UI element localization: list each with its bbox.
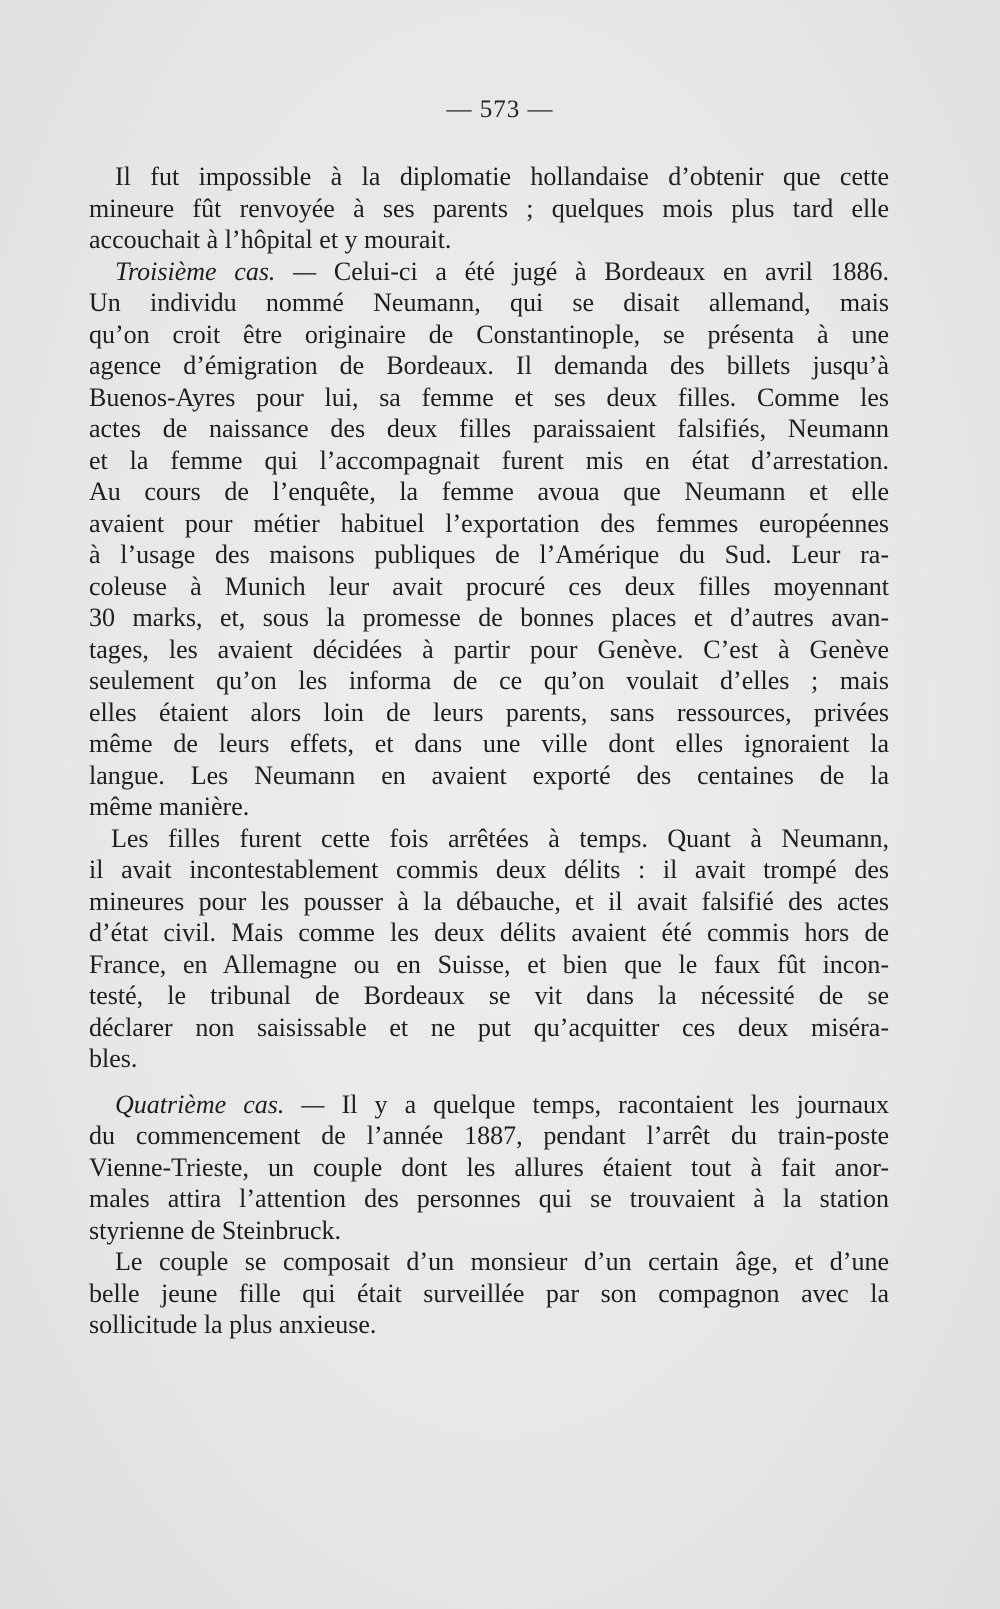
text-line: mineure fût renvoyée à ses parents ; quelques mois plus tard elle xyxy=(89,193,889,223)
section-line-case-4 xyxy=(89,1089,889,1121)
case-heading-4: Quatrième cas. — xyxy=(115,1089,325,1119)
text-line: langue. Les Neumann en avaient exporté des centaines de la xyxy=(89,760,889,790)
text-line: males attira l’attention des personnes qui se trouvaient à la station xyxy=(89,1184,889,1213)
text-line: qu’on croit être originaire de Constantinople, se présenta à une xyxy=(89,319,889,349)
text-line: accouchait à l’hôpital et y mourait. xyxy=(89,225,452,254)
text-line: tages, les avaient décidées à partir pour Genève. C’est à Genève xyxy=(89,634,889,664)
text-line: bles. xyxy=(89,1044,138,1073)
text-line: Un individu nommé Neumann, qui se disait allemand, mais xyxy=(89,288,889,317)
text-line: Vienne-Trieste, un couple dont les allures étaient tout à fait anor- xyxy=(89,1152,889,1182)
text-line: styrienne de Steinbruck. xyxy=(89,1215,341,1245)
paragraph-gap xyxy=(89,1075,889,1089)
text-line: il avait incontestablement commis deux délits : il avait trompé des xyxy=(89,855,889,884)
text-line: elles étaient alors loin de leurs parents, sans ressources, privées xyxy=(89,697,889,727)
text-line: 30 marks, et, sous la promesse de bonnes places et d’autres avan- xyxy=(89,603,889,632)
text-line: Au cours de l’enquête, la femme avoua que Neumann et elle xyxy=(89,477,889,506)
text-line: actes de naissance des deux filles paraissaient falsifiés, Neumann xyxy=(89,414,889,443)
text-line: coleuse à Munich leur avait procuré ces deux filles moyennant xyxy=(89,571,889,601)
text-line: d’état civil. Mais comme les deux délits avaient été commis hors de xyxy=(89,918,889,947)
text-line: Les filles furent cette fois arrêtées à temps. Quant à Neumann, xyxy=(111,823,889,853)
text-line: belle jeune fille qui était surveillée par son compagnon avec la xyxy=(89,1278,889,1308)
text-line: seulement qu’on les informa de ce qu’on voulait d’elles ; mais xyxy=(89,666,889,695)
text-line: avaient pour métier habituel l’exportation des femmes européennes xyxy=(89,508,889,538)
body-text xyxy=(89,161,889,1341)
page-number: — 573 — xyxy=(446,96,554,123)
text-line: France, en Allemagne ou en Suisse, et bien que le faux fût incon- xyxy=(89,949,889,979)
text-line: agence d’émigration de Bordeaux. Il demanda des billets jusqu’à xyxy=(89,351,889,380)
text-line: Buenos-Ayres pour lui, sa femme et ses deux filles. Comme les xyxy=(89,382,889,412)
text-line: même manière. xyxy=(89,792,250,821)
text-line: à l’usage des maisons publiques de l’Amérique du Sud. Leur ra- xyxy=(89,540,889,569)
text-line: sollicitude la plus anxieuse. xyxy=(89,1310,377,1339)
text-fragment: Celui-ci a été jugé à Bordeaux en avril 1886. xyxy=(333,256,889,286)
text-line: Le couple se composait d’un monsieur d’un certain âge, et d’une xyxy=(115,1247,889,1276)
text-line: Il fut impossible à la diplomatie hollandaise d’obtenir que cette xyxy=(115,162,889,191)
case-heading-3: Troisième cas. — xyxy=(115,256,317,286)
text-line: mineures pour les pousser à la débauche, et il avait falsifié des actes xyxy=(89,886,889,916)
text-fragment: Il y a quelque temps, racontaient les journaux xyxy=(341,1089,890,1119)
text-line: et la femme qui l’accompagnait furent mis en état d’arrestation. xyxy=(89,445,889,475)
section-line-case-3 xyxy=(89,256,889,288)
text-line: testé, le tribunal de Bordeaux se vit dans la nécessité de se xyxy=(89,981,889,1010)
text-line: même de leurs effets, et dans une ville dont elles ignoraient la xyxy=(89,729,889,758)
text-line: déclarer non saisissable et ne put qu’acquitter ces deux miséra- xyxy=(89,1012,889,1042)
text-line: du commencement de l’année 1887, pendant l’arrêt du train-poste xyxy=(89,1121,889,1150)
